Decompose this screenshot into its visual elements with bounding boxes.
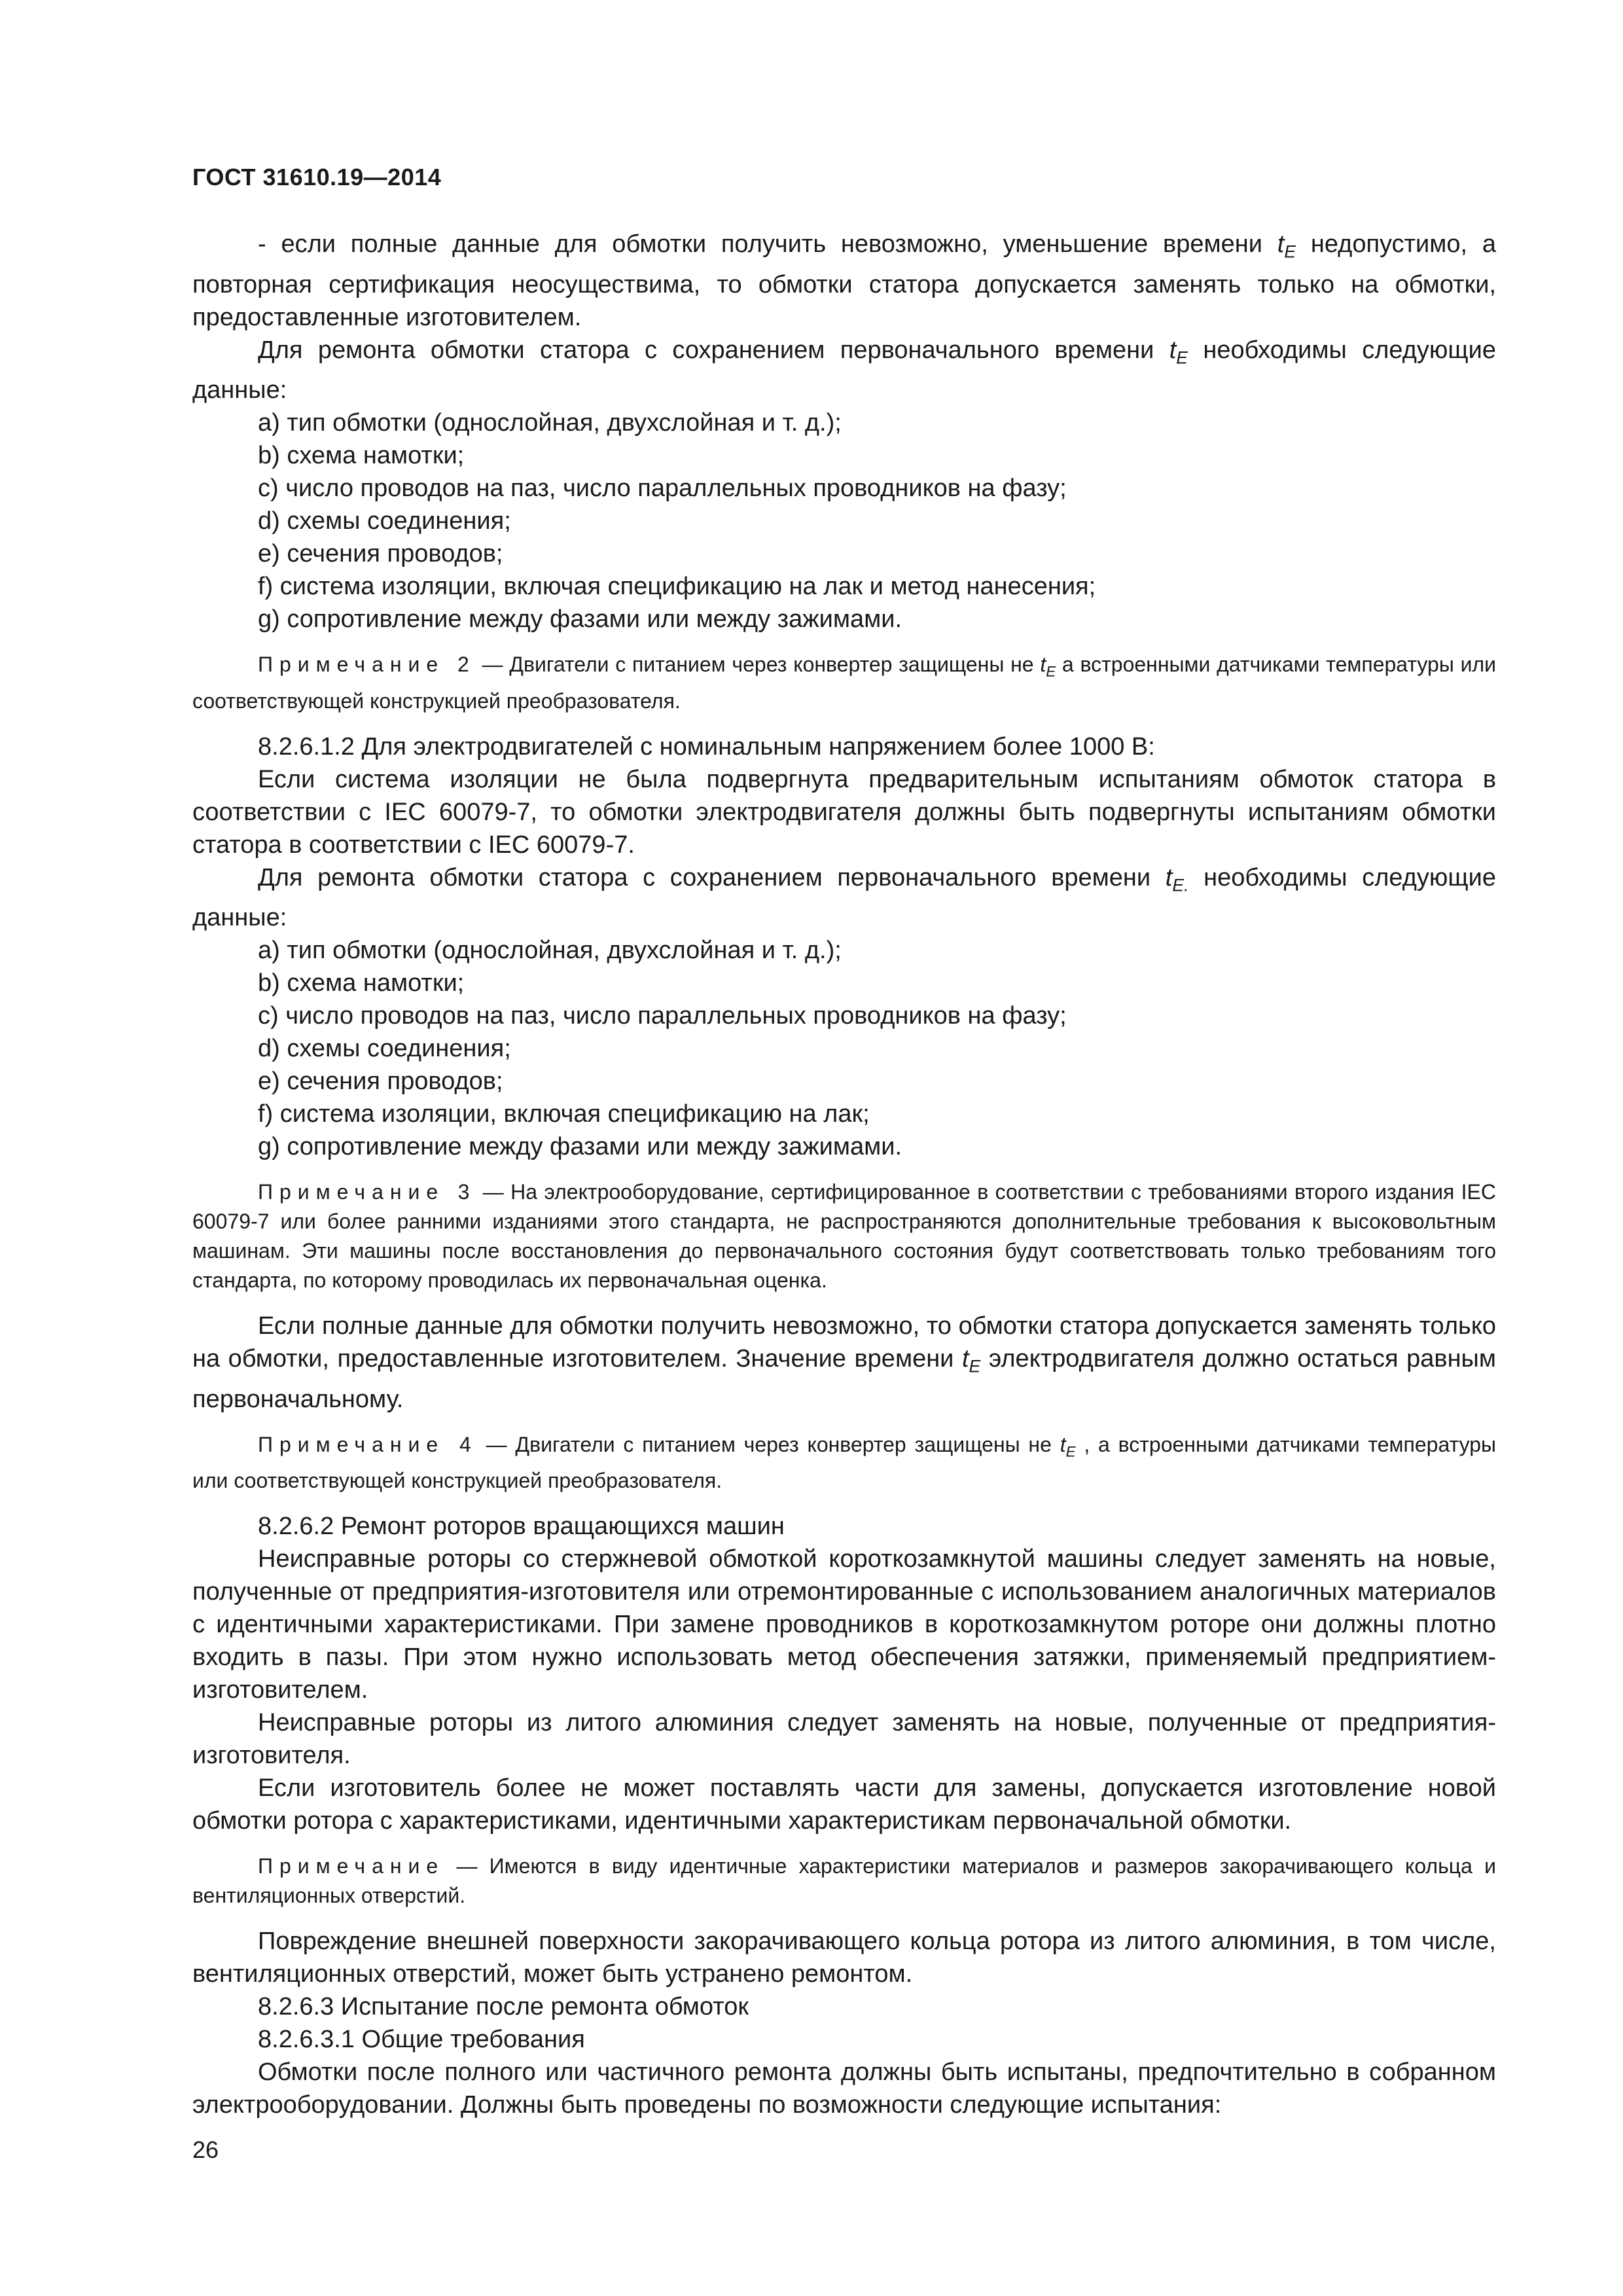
list-item: f) система изоляции, включая спецификацию на лак и метод нанесения; <box>258 573 1096 601</box>
list-item: c) число проводов на паз, число параллельных проводников на фазу; <box>258 1002 1067 1030</box>
list-item: f) система изоляции, включая спецификацию на лак; <box>258 1100 870 1128</box>
note-label: Примечание 3 <box>258 1180 476 1204</box>
list-item: d) схемы соединения; <box>258 1035 511 1063</box>
paragraph: - если полные данные для обмотки получить невозможно, уменьшение времени $t_E$ недопустимо, а повторная сертификация неосуществима, то обмотки статора допускается заменять только на обмотки, предоставленные изготовителем. <box>192 230 1496 331</box>
note: Примечание 4 — Двигатели с питанием через конвертер защищены не $t_E$ , а встроенными датчиками температуры или соответствующей конструкцией преобразователя. <box>192 1432 1497 1493</box>
document-body <box>192 228 1496 2121</box>
note-label: Примечание 4 <box>258 1432 478 1456</box>
paragraph: Неисправные роторы со стержневой обмоткой короткозамкнутой машины следует заменять на новые, полученные от предприятия-изготовителя или отремонтированные с использованием аналогичных материалов с идентичными характеристиками. При замене проводников в короткозамкнутом роторе они должны плотно входить в пазы. При этом нужно использовать метод обеспечения затяжки, применяемый предприятием-изготовителем. <box>192 1545 1496 1704</box>
section-heading: 8.2.6.2 Ремонт роторов вращающихся машин <box>258 1513 785 1541</box>
requirements-list <box>192 934 1496 1163</box>
document-header: ГОСТ 31610.19—2014 <box>192 164 442 190</box>
section-heading: 8.2.6.3.1 Общие требования <box>258 2026 585 2054</box>
note: Примечание 3 — На электрооборудование, сертифицированное в соответствии с требованиями второго издания IEC 60079-7 или более ранними изданиями этого стандарта, не распространяются дополнительные требования к высоковольтным машинам. Эти машины после восстановления до первоначального состояния будут соответствовать только требованиям того стандарта, по которому проводилась их первоначальная оценка. <box>192 1180 1497 1293</box>
list-item: e) сечения проводов; <box>258 1067 503 1096</box>
list-item: c) число проводов на паз, число параллельных проводников на фазу; <box>258 475 1067 503</box>
paragraph: Если изготовитель более не может поставлять части для замены, допускается изготовление новой обмотки ротора с характеристиками, идентичными характеристикам первоначальной обмотки. <box>192 1774 1496 1835</box>
list-item: a) тип обмотки (однослойная, двухслойная и т. д.); <box>258 937 842 965</box>
list-item: b) схема намотки; <box>258 442 465 470</box>
list-item: e) сечения проводов; <box>258 540 503 568</box>
paragraph: Обмотки после полного или частичного ремонта должны быть испытаны, предпочтительно в собранном электрооборудовании. Должны быть проведены по возможности следующие испытания: <box>192 2058 1496 2119</box>
paragraph: Для ремонта обмотки статора с сохранением первоначального времени $t_E$ необходимы следующие данные: <box>192 336 1496 404</box>
list-item: g) сопротивление между фазами или между зажимами. <box>258 605 902 634</box>
list-item: a) тип обмотки (однослойная, двухслойная и т. д.); <box>258 409 842 437</box>
section-heading: 8.2.6.1.2 Для электродвигателей с номинальным напряжением более 1000 В: <box>258 732 1155 761</box>
paragraph: Если полные данные для обмотки получить невозможно, то обмотки статора допускается заменять только на обмотки, предоставленные изготовителем. Значение времени $t_E$ электродвигателя должно остаться равным первоначальному. <box>192 1312 1496 1413</box>
note: Примечание 2 — Двигатели с питанием через конвертер защищены не $t_E$ а встроенными датчиками температуры или соответствующей конструкцией преобразователя. <box>192 653 1497 713</box>
list-item: d) схемы соединения; <box>258 507 511 535</box>
section-heading: 8.2.6.3 Испытание после ремонта обмоток <box>258 1993 749 2021</box>
list-item: g) сопротивление между фазами или между зажимами. <box>258 1133 902 1161</box>
list-item: b) схема намотки; <box>258 969 465 997</box>
page-number: 26 <box>192 2136 219 2163</box>
note: Примечание — Имеются в виду идентичные характеристики материалов и размеров закорачивающего кольца и вентиляционных отверстий. <box>192 1854 1496 1908</box>
paragraph: Если система изоляции не была подвергнута предварительным испытаниям обмоток статора в соответствии с IEC 60079-7, то обмотки электродвигателя должны быть подвергнуты испытаниям обмотки статора в соответствии с IEC 60079-7. <box>192 765 1496 859</box>
note-label: Примечание 2 <box>258 653 476 677</box>
paragraph: Повреждение внешней поверхности закорачивающего кольца ротора из литого алюминия, в том числе, вентиляционных отверстий, может быть устранено ремонтом. <box>192 1928 1496 1988</box>
paragraph: Для ремонта обмотки статора с сохранением первоначального времени $t_{E.}$ необходимы следующие данные: <box>192 863 1496 932</box>
paragraph: Неисправные роторы из литого алюминия следует заменять на новые, полученные от предприятия-изготовителя. <box>192 1709 1496 1770</box>
note-label: Примечание <box>258 1854 445 1878</box>
requirements-list <box>192 406 1496 636</box>
